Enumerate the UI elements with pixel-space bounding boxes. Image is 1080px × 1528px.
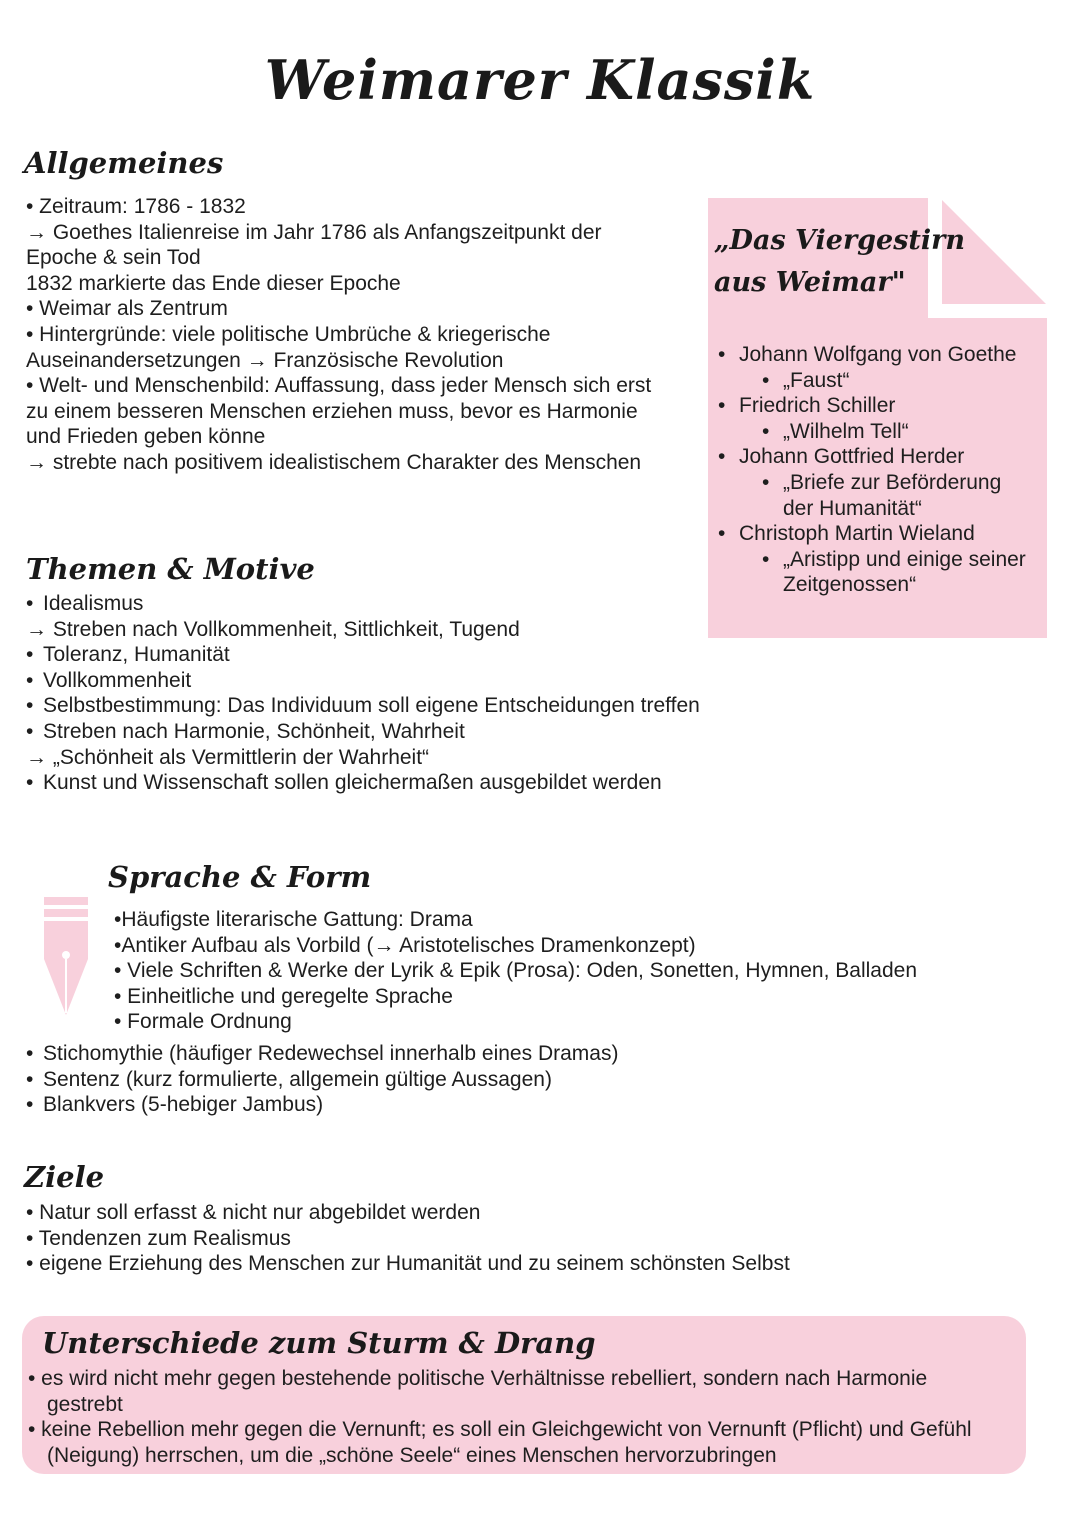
allgemeines-line: Auseinandersetzungen → Französische Revolution	[26, 348, 504, 372]
themen-line: • Selbstbestimmung: Das Individuum soll eigene Entscheidungen treffen	[26, 693, 700, 719]
sprache-list	[26, 1041, 618, 1118]
allgemeines-line: Epoche & sein Tod	[26, 246, 201, 270]
work-goethe: • „Faust“	[718, 368, 1026, 394]
sprache-indented-text	[114, 907, 917, 1035]
unterschiede-line: • es wird nicht mehr gegen bestehende politische Verhältnisse rebelliert, sondern nach Harmonie	[28, 1367, 928, 1390]
allgemeines-text	[26, 194, 651, 476]
viergestirn-heading	[714, 220, 965, 304]
sprache-line: •Häufigste literarische Gattung: Drama	[114, 908, 473, 931]
work-wieland: • „Aristipp und einige seiner	[718, 547, 1026, 573]
viergestirn-heading-line1: „Das Viergestirn	[714, 225, 966, 256]
allgemeines-line: und Frieden geben könne	[26, 425, 266, 449]
allgemeines-line: → Goethes Italienreise im Jahr 1786 als Anfangszeitpunkt der	[26, 220, 602, 244]
sprache-line: • Viele Schriften & Werke der Lyrik & Epik (Prosa): Oden, Sonetten, Hymnen, Balladen	[114, 959, 918, 983]
work-herder: • „Briefe zur Beförderung	[718, 470, 1026, 496]
unterschiede-line: • keine Rebellion mehr gegen die Vernunft; es soll ein Gleichgewicht von Vernunft (Pflicht) und Gefühl	[28, 1418, 972, 1442]
author-herder: • Johann Gottfried Herder	[718, 444, 1026, 470]
viergestirn-list	[718, 342, 1026, 598]
author-schiller: • Friedrich Schiller	[718, 393, 1026, 419]
sprache-list-item: • Sentenz (kurz formulierte, allgemein gültige Aussagen)	[26, 1067, 618, 1093]
sprache-list-item: • Blankvers (5-hebiger Jambus)	[26, 1092, 618, 1118]
viergestirn-heading-line2: aus Weimar"	[714, 267, 906, 298]
themen-text	[26, 591, 700, 796]
allgemeines-line: zu einem besseren Menschen erziehen muss, bevor es Harmonie	[26, 399, 638, 423]
fountain-pen-nib-icon	[40, 897, 92, 1017]
heading-allgemeines: Allgemeines	[24, 146, 224, 180]
allgemeines-line: 1832 markierte das Ende dieser Epoche	[26, 271, 401, 295]
page-title: Weimarer Klassik	[264, 48, 816, 112]
heading-themen-motive: Themen & Motive	[26, 552, 315, 586]
themen-line: • Idealismus	[26, 591, 700, 617]
heading-sprache-form: Sprache & Form	[108, 860, 372, 894]
ziele-line: • eigene Erziehung des Menschen zur Humanität und zu seinem schönsten Selbst	[26, 1252, 790, 1276]
allgemeines-line: • Zeitraum: 1786 - 1832	[26, 195, 246, 218]
sprache-line: • Formale Ordnung	[114, 1010, 292, 1034]
author-goethe: • Johann Wolfgang von Goethe	[718, 342, 1026, 368]
work-herder-cont: der Humanität“	[783, 496, 922, 520]
allgemeines-line: • Weimar als Zentrum	[26, 297, 228, 321]
heading-unterschiede: Unterschiede zum Sturm & Drang	[42, 1326, 596, 1360]
heading-ziele: Ziele	[24, 1160, 105, 1194]
themen-line: • Kunst und Wissenschaft sollen gleichermaßen ausgebildet werden	[26, 770, 700, 796]
sprache-line: • Einheitliche und geregelte Sprache	[114, 984, 453, 1008]
unterschiede-line: gestrebt	[47, 1392, 123, 1416]
themen-line: → „Schönheit als Vermittlerin der Wahrheit“	[26, 745, 430, 769]
sprache-list-item: • Stichomythie (häufiger Redewechsel innerhalb eines Dramas)	[26, 1041, 618, 1067]
allgemeines-line: • Welt- und Menschenbild: Auffassung, dass jeder Mensch sich erst	[26, 374, 652, 398]
work-schiller: • „Wilhelm Tell“	[718, 419, 1026, 445]
allgemeines-line: • Hintergründe: viele politische Umbrüche & kriegerische	[26, 322, 551, 346]
ziele-line: • Natur soll erfasst & nicht nur abgebildet werden	[26, 1201, 481, 1224]
allgemeines-line: → strebte nach positivem idealistischem Charakter des Menschen	[26, 450, 642, 474]
themen-line: → Streben nach Vollkommenheit, Sittlichkeit, Tugend	[26, 617, 520, 641]
work-wieland-cont: Zeitgenossen“	[783, 573, 917, 597]
ziele-text	[26, 1200, 790, 1277]
unterschiede-text	[28, 1366, 972, 1468]
sprache-line: •Antiker Aufbau als Vorbild (→ Aristotelisches Dramenkonzept)	[114, 933, 696, 957]
author-wieland: • Christoph Martin Wieland	[718, 521, 1026, 547]
themen-line: • Toleranz, Humanität	[26, 642, 700, 668]
themen-line: • Vollkommenheit	[26, 668, 700, 694]
ziele-line: • Tendenzen zum Realismus	[26, 1226, 291, 1250]
unterschiede-line: (Neigung) herrschen, um die „schöne Seele“ eines Menschen hervorzubringen	[47, 1443, 777, 1467]
themen-line: • Streben nach Harmonie, Schönheit, Wahrheit	[26, 719, 700, 745]
